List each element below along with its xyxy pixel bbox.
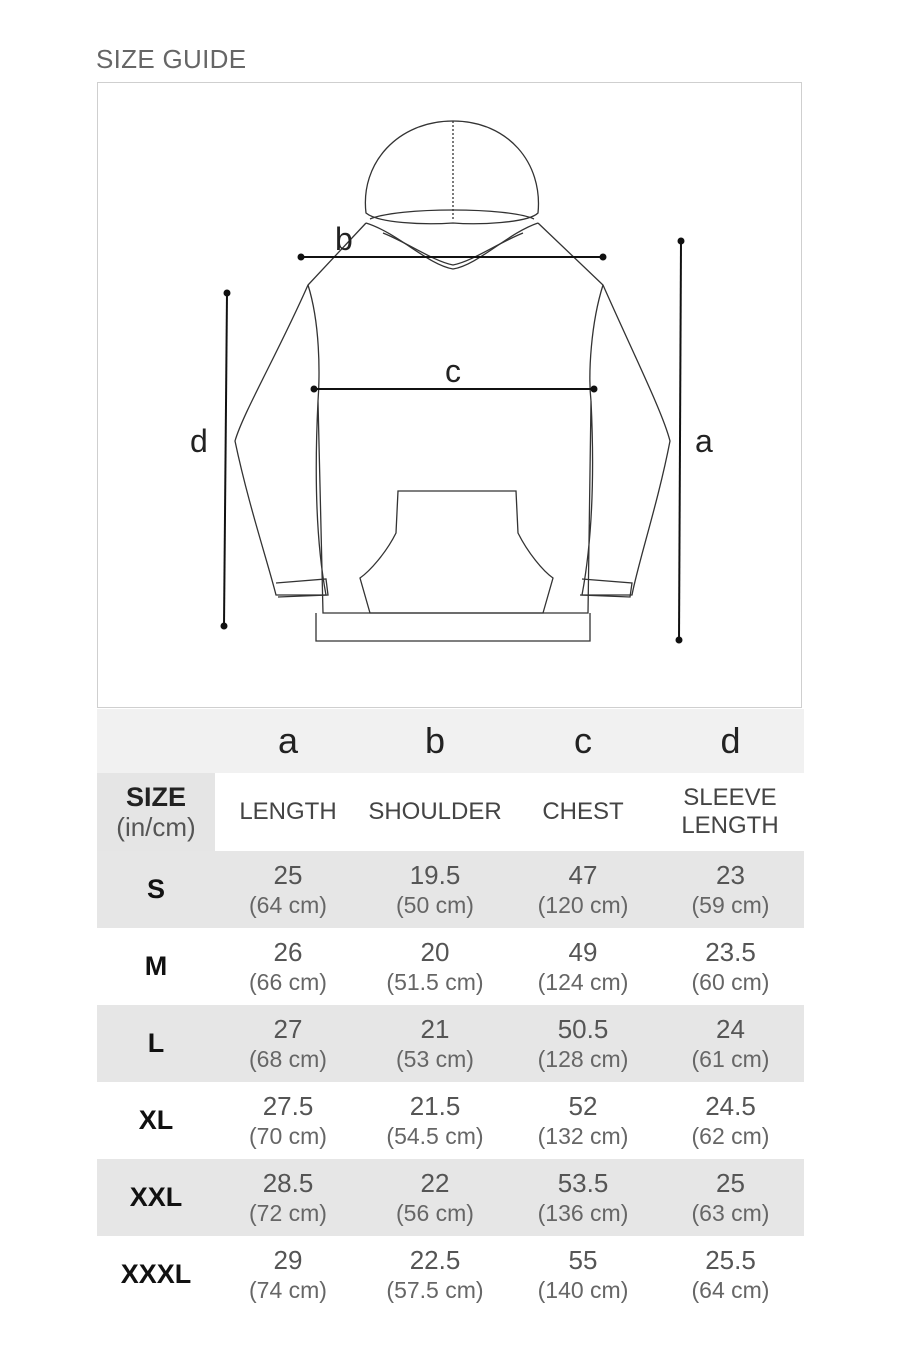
body-outline xyxy=(235,223,670,613)
measurement-cell xyxy=(509,1082,657,1159)
size-label: XL xyxy=(138,1105,174,1135)
measurement-inches: 25 xyxy=(716,1167,745,1198)
measurement-inches: 20 xyxy=(420,936,450,967)
measurement-inches: 23.5 xyxy=(705,936,756,967)
left-cuff xyxy=(276,579,328,597)
measurement-cell xyxy=(215,851,361,928)
size-label: XXXL xyxy=(120,1259,192,1289)
right-armhole xyxy=(590,285,603,401)
measurement-inches: 49 xyxy=(568,936,598,967)
size-table xyxy=(97,709,804,1313)
measurement-cell xyxy=(361,851,509,928)
measurement-cell xyxy=(361,1159,509,1236)
measurement-cm: (68 cm) xyxy=(249,1045,327,1072)
kangaroo-pocket xyxy=(360,491,553,613)
measurement-inches: 19.5 xyxy=(409,859,461,890)
hoodie-diagram xyxy=(97,82,802,708)
measurement-inches: 52 xyxy=(568,1090,598,1121)
measurement-cell xyxy=(215,1082,361,1159)
measurement-inches: 21 xyxy=(420,1013,450,1044)
hem-band xyxy=(316,613,590,641)
measurement-inches: 28.5 xyxy=(262,1167,314,1198)
measurement-cell xyxy=(361,1236,509,1313)
size-label: XXL xyxy=(129,1182,183,1212)
measurement-cm: (74 cm) xyxy=(249,1276,327,1303)
measurement-cell xyxy=(215,928,361,1005)
measurement-inches: 22.5 xyxy=(409,1244,461,1275)
measurement-cell xyxy=(657,928,804,1005)
measurement-cm: (53 cm) xyxy=(396,1045,474,1072)
measurement-inches: 47 xyxy=(568,859,598,890)
measurement-cm: (132 cm) xyxy=(537,1122,629,1149)
measurement-cell xyxy=(657,851,804,928)
measurement-cm: (70 cm) xyxy=(249,1122,327,1149)
table-header-row xyxy=(97,773,804,851)
dimension-letters-row xyxy=(97,709,804,773)
dim-line-d xyxy=(224,293,227,626)
size-header-label: SIZE xyxy=(125,781,186,812)
measurement-cell xyxy=(215,1236,361,1313)
measurement-cm: (62 cm) xyxy=(691,1122,770,1149)
measurement-cm: (63 cm) xyxy=(691,1199,770,1226)
letter-b: b xyxy=(424,720,446,761)
size-label: S xyxy=(146,874,165,904)
measurement-cell xyxy=(361,928,509,1005)
header-length: LENGTH xyxy=(239,798,337,826)
size-label: L xyxy=(147,1028,165,1058)
measurement-cm: (64 cm) xyxy=(249,891,327,918)
measurement-cm: (120 cm) xyxy=(537,891,629,918)
table-row xyxy=(97,1082,804,1159)
label-d: d xyxy=(190,423,208,459)
measurement-inches: 26 xyxy=(273,936,303,967)
measurement-inches: 21.5 xyxy=(409,1090,461,1121)
page-title: SIZE GUIDE xyxy=(96,44,247,74)
table-row xyxy=(97,851,804,928)
size-header-unit: (in/cm) xyxy=(116,811,196,842)
measurement-inches: 24.5 xyxy=(705,1090,756,1121)
measurement-inches: 22 xyxy=(420,1167,450,1198)
table-body xyxy=(97,851,804,1313)
measurement-cm: (59 cm) xyxy=(691,891,770,918)
measurement-cm: (60 cm) xyxy=(691,968,770,995)
measurement-cell xyxy=(657,1159,804,1236)
measurement-inches: 55 xyxy=(568,1244,598,1275)
measurement-cm: (57.5 cm) xyxy=(386,1276,484,1303)
measurement-inches: 53.5 xyxy=(557,1167,609,1198)
left-armhole xyxy=(308,285,319,401)
hood-trim xyxy=(370,210,534,219)
label-c: c xyxy=(445,353,461,389)
dim-line-a xyxy=(679,241,681,640)
measurement-inches: 25 xyxy=(273,859,303,890)
measurement-inches: 27.5 xyxy=(262,1090,314,1121)
measurement-cell xyxy=(509,1159,657,1236)
measurement-cell xyxy=(509,928,657,1005)
header-chest: CHEST xyxy=(542,798,624,826)
measurement-cell xyxy=(509,1005,657,1082)
measurement-cm: (140 cm) xyxy=(537,1276,629,1303)
measurement-inches: 29 xyxy=(273,1244,303,1275)
hoodie-illustration xyxy=(98,83,803,709)
table-row xyxy=(97,1005,804,1082)
neck-line-inner xyxy=(383,233,523,265)
label-b: b xyxy=(335,221,353,257)
measurement-cell xyxy=(215,1159,361,1236)
measurement-cm: (51.5 cm) xyxy=(386,968,484,995)
size-label: M xyxy=(144,951,168,981)
measurement-cm: (128 cm) xyxy=(537,1045,629,1072)
measurement-cell xyxy=(361,1082,509,1159)
header-shoulder: SHOULDER xyxy=(368,798,502,826)
label-a: a xyxy=(695,423,713,459)
measurement-cell xyxy=(657,1236,804,1313)
table-row xyxy=(97,1236,804,1313)
neck-line xyxy=(366,223,538,269)
measurement-inches: 50.5 xyxy=(557,1013,609,1044)
measurement-cm: (54.5 cm) xyxy=(386,1122,484,1149)
measurement-cm: (136 cm) xyxy=(537,1199,629,1226)
measurement-cm: (64 cm) xyxy=(691,1276,770,1303)
measurement-cm: (56 cm) xyxy=(396,1199,474,1226)
measurement-inches: 25.5 xyxy=(705,1244,756,1275)
letter-d: d xyxy=(720,720,741,761)
letters-spacer xyxy=(97,709,215,773)
measurement-cell xyxy=(657,1005,804,1082)
measurement-cell xyxy=(509,1236,657,1313)
measurement-cell xyxy=(509,851,657,928)
letter-a: a xyxy=(277,720,299,761)
hood-outline xyxy=(365,121,538,224)
measurement-inches: 24 xyxy=(716,1013,745,1044)
table-row xyxy=(97,1159,804,1236)
measurement-inches: 27 xyxy=(273,1013,303,1044)
measurement-cell xyxy=(361,1005,509,1082)
size-header xyxy=(97,773,215,851)
measurement-cell xyxy=(657,1082,804,1159)
measurement-cm: (124 cm) xyxy=(537,968,629,995)
measurement-cm: (50 cm) xyxy=(396,891,474,918)
measurement-cell xyxy=(215,1005,361,1082)
letter-c: c xyxy=(574,720,592,761)
measurement-cm: (61 cm) xyxy=(691,1045,770,1072)
measurement-cm: (72 cm) xyxy=(249,1199,327,1226)
table-row xyxy=(97,928,804,1005)
measurement-cm: (66 cm) xyxy=(249,968,327,995)
header-sleeve-length: SLEEVE LENGTH xyxy=(681,784,779,839)
measurement-inches: 23 xyxy=(716,859,745,890)
